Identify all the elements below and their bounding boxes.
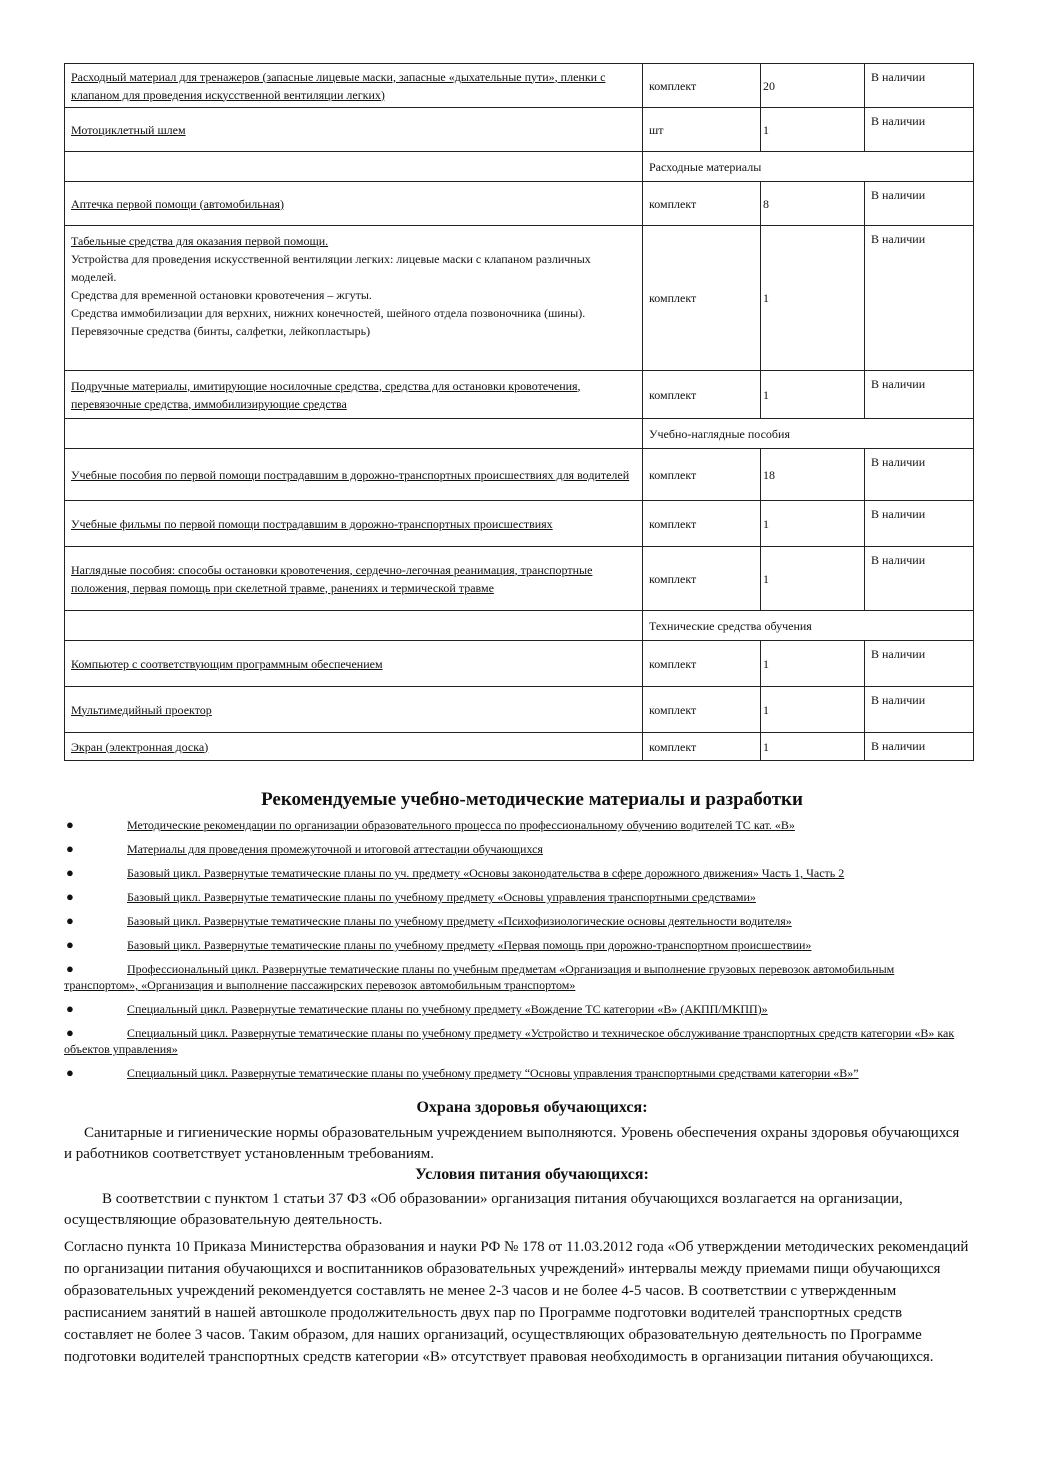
item-name (65, 687, 643, 733)
item-name (65, 226, 643, 371)
table-row (65, 182, 974, 226)
section-empty-cell (65, 611, 643, 641)
bullet-icon: ● (66, 841, 74, 856)
item-quantity: 1 (761, 501, 865, 547)
item-unit: комплект (643, 64, 761, 108)
equipment-table-body (65, 64, 974, 761)
item-status: В наличии (865, 733, 974, 761)
list-item (64, 889, 964, 905)
bullet-icon: ● (66, 865, 74, 880)
item-name (65, 547, 643, 611)
item-status: В наличии (865, 547, 974, 611)
list-item-text: Базовый цикл. Развернутые тематические планы по учебному предмету «Психофизиологические основы деятельности водителя» (127, 914, 792, 928)
table-row (65, 641, 974, 687)
item-quantity: 18 (761, 449, 865, 501)
item-name (65, 64, 643, 108)
table-section-row (65, 419, 974, 449)
item-quantity: 1 (761, 733, 865, 761)
section-empty-cell (65, 152, 643, 182)
section-empty-cell (65, 419, 643, 449)
table-row (65, 547, 974, 611)
list-item-text: Базовый цикл. Развернутые тематические планы по учебному предмету «Первая помощь при дорожно-транспортном происшествии» (127, 938, 812, 952)
item-unit: шт (643, 108, 761, 152)
list-item-text: Материалы для проведения промежуточной и итоговой аттестации обучающихся (127, 842, 543, 856)
list-item (64, 841, 964, 857)
item-unit: комплект (643, 501, 761, 547)
item-unit: комплект (643, 449, 761, 501)
item-status: В наличии (865, 182, 974, 226)
item-unit: комплект (643, 641, 761, 687)
list-item-text: Профессиональный цикл. Развернутые тематические планы по учебным предметам «Организация и выполнение грузовых перевозок автомобильным транспортом», «Организация и выполнение пассажирских перевозок автомобильным транспортом» (64, 962, 895, 992)
item-name (65, 733, 643, 761)
list-item-text: Специальный цикл. Развернутые тематические планы по учебному предмету «Устройство и техническое обслуживание транспортных средств категории «В» как объектов управления» (64, 1026, 955, 1056)
table-row (65, 108, 974, 152)
table-section-row (65, 152, 974, 182)
item-name-text: Мультимедийный проектор (71, 702, 212, 717)
section-label: Технические средства обучения (643, 611, 974, 641)
section-label: Учебно-наглядные пособия (643, 419, 974, 449)
list-item-text: Методические рекомендации по организации образовательного процесса по профессиональному обучению водителей ТС кат. «В» (127, 818, 795, 832)
item-unit: комплект (643, 226, 761, 371)
health-title: Охрана здоровья обучающихся: (416, 1099, 648, 1116)
recommended-list (64, 817, 964, 1089)
item-status: В наличии (865, 449, 974, 501)
item-name-text: Учебные фильмы по первой помощи пострадавшим в дорожно-транспортных происшествиях (71, 516, 553, 531)
item-quantity: 1 (761, 547, 865, 611)
item-status: В наличии (865, 687, 974, 733)
item-unit: комплект (643, 733, 761, 761)
item-name-text: Аптечка первой помощи (автомобильная) (71, 196, 284, 211)
table-row (65, 449, 974, 501)
list-item (64, 961, 964, 993)
item-name (65, 641, 643, 687)
table-row (65, 226, 974, 371)
item-name-text: Подручные материалы, имитирующие носилочные средства, средства для остановки кровотечения, перевязочные средства, иммобилизирующие средства (71, 378, 581, 411)
table-row (65, 733, 974, 761)
bullet-icon: ● (66, 913, 74, 928)
list-item-text: Специальный цикл. Развернутые тематические планы по учебному предмету “Основы управления транспортными средствами категории «В»” (127, 1066, 859, 1080)
item-quantity: 1 (761, 687, 865, 733)
bullet-icon: ● (66, 961, 74, 976)
item-name-text: Компьютер с соответствующим программным обеспечением (71, 656, 383, 671)
food-title: Условия питания обучающихся: (415, 1166, 649, 1183)
list-item (64, 865, 964, 881)
item-unit: комплект (643, 687, 761, 733)
list-item-text: Базовый цикл. Развернутые тематические планы по уч. предмету «Основы законодательства в сфере дорожного движения» Часть 1, Часть 2 (127, 866, 845, 880)
item-quantity: 1 (761, 641, 865, 687)
bullet-icon: ● (66, 889, 74, 904)
list-item-text: Базовый цикл. Развернутые тематические планы по учебному предмету «Основы управления транспортными средствами» (127, 890, 756, 904)
recommended-title: Рекомендуемые учебно-методические материалы и разработки (261, 789, 803, 810)
item-unit: комплект (643, 182, 761, 226)
item-status: В наличии (865, 108, 974, 152)
item-name-text: Наглядные пособия: способы остановки кровотечения, сердечно-легочная реанимация, транспортные положения, первая помощь при скелетной травме, ранениях и термической травме (71, 562, 593, 595)
table-row (65, 501, 974, 547)
list-item (64, 1065, 964, 1081)
list-item (64, 937, 964, 953)
list-item (64, 1001, 964, 1017)
list-item (64, 1025, 964, 1057)
item-name (65, 182, 643, 226)
item-unit: комплект (643, 371, 761, 419)
item-quantity: 1 (761, 226, 865, 371)
table-section-row (65, 611, 974, 641)
item-quantity: 1 (761, 371, 865, 419)
item-name (65, 371, 643, 419)
item-name-text: Экран (электронная доска) (71, 739, 209, 754)
item-status: В наличии (865, 226, 974, 371)
item-quantity: 1 (761, 108, 865, 152)
list-item (64, 817, 964, 833)
item-name-text: Учебные пособия по первой помощи пострадавшим в дорожно-транспортных происшествиях для водителей (71, 467, 630, 482)
bullet-icon: ● (66, 937, 74, 952)
item-name-text: Мотоциклетный шлем (71, 122, 186, 137)
list-item (64, 913, 964, 929)
item-name-line: Средства для временной остановки кровотечения – жгуты. (71, 288, 372, 302)
table-row (65, 687, 974, 733)
table-row (65, 371, 974, 419)
item-name-line: Перевязочные средства (бинты, салфетки, лейкопластырь) (71, 324, 371, 338)
item-quantity: 8 (761, 182, 865, 226)
item-name-line: Табельные средства для оказания первой помощи. (71, 234, 329, 248)
food-paragraph-2: Согласно пункта 10 Приказа Министерства образования и науки РФ № 178 от 11.03.2012 года «Об утверждении методических рекомендаций по организации питания обучающихся и воспитанников образовательных учреждений» интервалы между приемами пищи обучающихся образовательных учреждений рекомендуется составлять не менее 2-3 часов и не более 4-5 часов. В соответствии с утвержденным расписанием занятий в нашей автошколе продолжительность двух пар по Программе подготовки водителей транспортных средств составляет не более 3 часов. Таким образом, для наших организаций, осуществляющих образовательную деятельность по Программе подготовки водителей транспортных средств категории «В» отсутствует правовая необходимость в организации питания обучающихся. (64, 1239, 969, 1365)
item-status: В наличии (865, 501, 974, 547)
bullet-icon: ● (66, 1001, 74, 1016)
health-text: Санитарные и гигиенические нормы образовательным учреждением выполняются. Уровень обеспечения охраны здоровья обучающихся и работников соответствует установленным требованиям. (64, 1125, 960, 1162)
item-name-line: Устройства для проведения искусственной вентиляции легких: лицевые маски с клапаном различных моделей. (71, 252, 591, 284)
bullet-icon: ● (66, 1025, 74, 1040)
item-name (65, 449, 643, 501)
equipment-table (64, 63, 974, 761)
item-name-line: Средства иммобилизации для верхних, нижних конечностей, шейного отдела позвоночника (шины). (71, 306, 586, 320)
bullet-icon: ● (66, 1065, 74, 1080)
section-label: Расходные материалы (643, 152, 974, 182)
item-quantity: 20 (761, 64, 865, 108)
bullet-icon: ● (66, 817, 74, 832)
item-name (65, 501, 643, 547)
food-paragraph-1: В соответствии с пунктом 1 статьи 37 ФЗ «Об образовании» организация питания обучающихся возлагается на организации, осуществляющие образовательную деятельность. (64, 1191, 903, 1228)
item-name (65, 108, 643, 152)
item-status: В наличии (865, 64, 974, 108)
item-status: В наличии (865, 371, 974, 419)
item-status: В наличии (865, 641, 974, 687)
list-item-text: Специальный цикл. Развернутые тематические планы по учебному предмету «Вождение ТС категории «В» (АКПП/МКПП)» (127, 1002, 768, 1016)
item-name-text: Расходный материал для тренажеров (запасные лицевые маски, запасные «дыхательные пути», пленки с клапаном для проведения искусственной вентиляции легких) (71, 69, 606, 102)
item-unit: комплект (643, 547, 761, 611)
table-row (65, 64, 974, 108)
